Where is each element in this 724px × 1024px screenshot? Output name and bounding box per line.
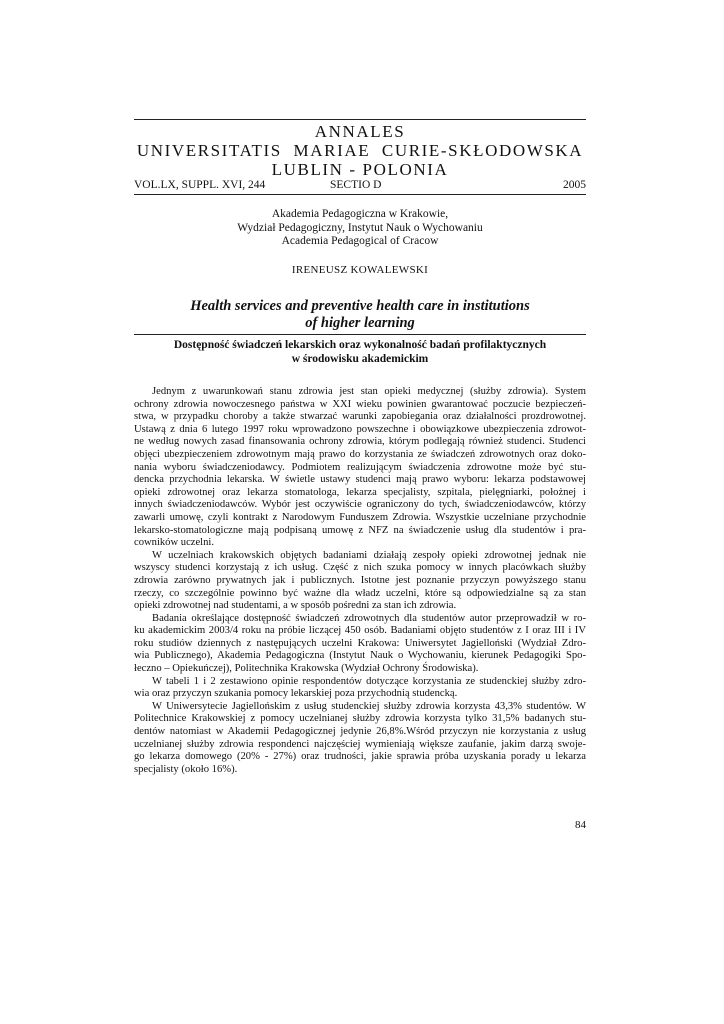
body-text-line: opieki zdrowotnej oraz lekarza stomatologa, lekarza specjalisty, szpitala, pielęgniarki, położnej i [134, 486, 586, 498]
title-en-line: Health services and preventive health care in institutions [190, 298, 530, 314]
body-text-line: lekarsko-stomatologiczne mają podpisaną umowę z NFZ na świadczenie usług dla studentów i pra- [134, 524, 586, 536]
header-rule-bottom [134, 194, 586, 195]
body-text-line: Badania określające dostępność świadczeń zdrowotnych dla studentów autor przeprowadził w ro- [152, 612, 586, 624]
body-text-line: ku akademickim 2003/4 roku na próbie liczącej 450 osób. Badaniami objęto studentów z I oraz III i IV [134, 625, 586, 637]
body-paragraph [134, 701, 586, 777]
author-name: IRENEUSZ KOWALEWSKI [291, 264, 429, 276]
title-en-line: of higher learning [305, 315, 415, 331]
affiliation-line: Wydział Pedagogiczny, Instytut Nauk o Wychowaniu [237, 221, 483, 234]
title-pl-line: Dostępność świadczeń lekarskich oraz wykonalność badań profilaktycznych [173, 339, 547, 351]
title-rule [134, 334, 586, 335]
body-text-line: Politechnice Krakowskiej z pomocy uczelnianej służby zdrowia korzysta tylko 31,5% badanych stu- [134, 713, 586, 725]
body-text-line: specjalisty (około 16%). [134, 763, 238, 775]
journal-title-line-3: LUBLIN - POLONIA [271, 160, 449, 179]
body-text-line: zawarli umowę, czyli kontrakt z Narodowym Funduszem Zdrowia. Wszystkie uczelniane przychodnie [134, 511, 586, 523]
sectio-label: SECTIO D [330, 179, 382, 191]
body-text-line: wszyscy studenci korzystają z ich usług. Część z nich szuka pomocy w innych placówkach służby [134, 562, 586, 574]
body-text-line: roku studiów dziennych z następujących uczelni Krakowa: Uniwersytet Jagielloński (Wydział Zdro- [134, 637, 586, 649]
affiliation-line: Academia Pedagogical of Cracow [281, 235, 439, 247]
body-text-line: opieki zdrowotnej nad studentami, a w sposób pośredni za stan ich zdrowia. [134, 600, 457, 612]
page-number: 84 [575, 819, 586, 831]
article-body [134, 386, 586, 776]
header-rule-top [134, 119, 586, 120]
body-text-line: Ustawą z dnia 6 lutego 1997 roku wprowadzono powszechne i obowiązkowe ubezpieczenia zdrowot- [134, 423, 586, 435]
body-text-line: ne według nowych zasad finansowania ochrony zdrowia, którym podlegają również studenci. Studenci [134, 436, 586, 448]
article-title-english [134, 298, 586, 332]
body-text-line: stwa, w przypadku choroby a także stwarzać warunki zapobiegania oraz działalności prozdrowotnej. [134, 411, 586, 423]
body-text-line: go lekarza domowego (20% - 27%) oraz trudności, jakie sprawia próba uzyskania porady u lekarza [134, 751, 586, 763]
body-text-line: innych świadczeniodawców. Wybór jest oczywiście ograniczony do tych, świadczeniodawców, którzy [134, 499, 586, 511]
year-label: 2005 [563, 179, 586, 191]
journal-title [134, 122, 586, 179]
body-text-line: dentów natomiast w Akademii Pedagogicznej jedynie 26,8%.Wśród przyczyn nie korzystania z usług [134, 726, 586, 738]
title-pl-line: w środowisku akademickim [291, 352, 429, 365]
body-text-line: wia oraz przyczyn szukania pomocy lekarskiej poza przychodnią studencką. [134, 688, 458, 700]
body-text-line: dencka przychodnia lekarska. W świetle ustawy studenci mają prawo wyboru: lekarza podstawowej [134, 474, 586, 486]
body-text-line: ochrony zdrowia nowoczesnego państwa w XXI wieku powinien gwarantować poczucie bezpieczeń- [134, 398, 586, 410]
body-paragraph [134, 676, 586, 701]
body-text-line: W Uniwersytecie Jagiellońskim z usług studenckiej służby zdrowia korzysta 43,3% studentów. W [152, 700, 586, 712]
body-text-line: zdrowia zarówno prywatnych jak i publicznych. Istotne jest poznanie przyczyn powyższego stanu [134, 574, 586, 586]
body-text-line: uczelnianej służby zdrowia respondenci najczęściej wymieniają większe zaufanie, jakim darzą swoje- [134, 738, 586, 750]
body-text-line: Jednym z uwarunkowań stanu zdrowia jest stan opieki medycznej (służby zdrowia). System [152, 386, 586, 397]
affiliation-line: Akademia Pedagogiczna w Krakowie, [271, 208, 449, 220]
body-paragraph [134, 613, 586, 676]
body-text-line: nania wyboru świadczeniodawcy. Podmiotem realizującym świadczenia zdrowotne może być stu- [134, 461, 586, 473]
body-text-line: W tabeli 1 i 2 zestawiono opinie respondentów dotyczące korzystania ze studenckiej służby zdro- [152, 675, 586, 687]
journal-title-line-1: ANNALES [314, 122, 406, 141]
body-text-line: łeczno – Opiekuńczej), Politechnika Krakowska (Wydział Ochrony Środowiska). [134, 663, 479, 675]
journal-title-line-2: UNIVERSITATIS MARIAE CURIE-SKŁODOWSKA [136, 141, 584, 160]
body-paragraph [134, 550, 586, 613]
body-text-line: objęci ubezpieczeniem zdrowotnym mają prawo do korzystania ze świadczeń zdrowotnych oraz doko- [134, 448, 586, 460]
volume-label: VOL.LX, SUPPL. XVI, 244 [134, 179, 266, 191]
body-text-line: wia Publicznego), Akademia Pedagogiczna (Instytut Nauk o Wychowaniu, kierunek Pedagogiki Spo- [134, 650, 586, 662]
body-text-line: W uczelniach krakowskich objętych badaniami działają zespoły opieki zdrowotnej jednak nie [152, 549, 586, 561]
body-paragraph [134, 386, 586, 550]
affiliation [134, 208, 586, 249]
body-text-line: rzeczy, co szczególnie powinno być ważne dla władz uczelni, które są odpowiedzialne są za stan [134, 587, 586, 599]
body-text-line: cowników uczelni. [134, 537, 215, 549]
article-title-polish [134, 339, 586, 366]
